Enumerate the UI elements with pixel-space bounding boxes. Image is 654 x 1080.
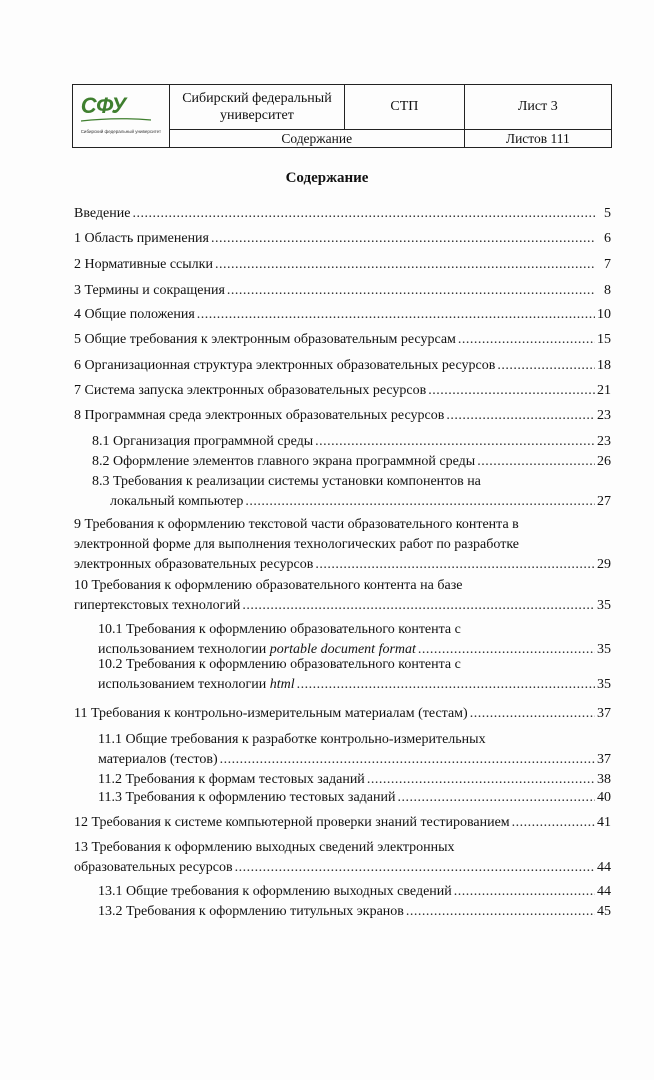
toc-page-number: 27 <box>597 494 611 509</box>
toc-entry-title-line1: 11.1 Общие требования к разработке контрольно-измерительных <box>98 732 486 747</box>
logo-cell <box>73 85 170 148</box>
toc-leader <box>512 813 595 833</box>
university-name <box>169 85 344 130</box>
toc-page-number: 35 <box>597 598 611 613</box>
toc-entry-title: 2 Нормативные ссылки <box>74 257 213 272</box>
toc-entry-title: 6 Организационная структура электронных образовательных ресурсов <box>74 358 496 373</box>
toc-entry-13 <box>74 838 611 878</box>
sfu-logo-mark: СФУ <box>80 92 126 118</box>
toc-entry-title: 3 Термины и сокращения <box>74 283 225 298</box>
toc-entry-title-line1: 10.2 Требования к оформлению образовательного контента с <box>98 657 461 672</box>
toc-leader <box>245 492 595 512</box>
toc-entry-title-line1: 10 Требования к оформлению образовательного контента на базе <box>74 578 463 593</box>
toc-entry-8 <box>74 406 611 426</box>
toc-leader <box>477 452 595 472</box>
toc-entry-2 <box>74 255 611 275</box>
toc-page-number: 35 <box>597 677 611 692</box>
toc-leader <box>211 229 595 249</box>
document-header-table <box>72 84 612 148</box>
toc-page-number: 23 <box>597 408 611 423</box>
toc-page-number: 35 <box>597 642 611 657</box>
toc-entry-7 <box>74 381 611 401</box>
toc-page-number: 41 <box>597 815 611 830</box>
toc-leader <box>197 305 595 325</box>
toc-leader <box>397 788 595 808</box>
toc-entry-title: 7 Система запуска электронных образовательных ресурсов <box>74 383 427 398</box>
toc-entry-title: 12 Требования к системе компьютерной проверки знаний тестированием <box>74 815 510 830</box>
toc-leader <box>458 330 595 350</box>
toc-leader <box>446 406 595 426</box>
toc-page-number: 10 <box>597 307 611 322</box>
sfu-logo-caption: Сибирский федеральный университет <box>80 128 162 134</box>
toc-entry-title-line2: материалов (тестов) <box>98 752 218 767</box>
toc-entry-title: 8.1 Организация программной среды <box>92 434 314 449</box>
toc-page-number: 29 <box>597 557 611 572</box>
toc-entry-title: 11.3 Требования к оформлению тестовых заданий <box>98 790 396 805</box>
toc-entry-title-line3: электронных образовательных ресурсов <box>74 557 314 572</box>
toc-page-number: 37 <box>597 752 611 767</box>
toc-entry-10-2 <box>98 655 611 695</box>
toc-leader <box>132 204 595 224</box>
toc-entry-title-line2: электронной форме для выполнения технологических работ по разработке <box>74 537 519 552</box>
toc-page-number: 15 <box>597 332 611 347</box>
toc-page-number: 37 <box>597 706 611 721</box>
section-name: Содержание <box>169 130 464 148</box>
toc-entry-10-1 <box>98 620 611 660</box>
toc-page-number: 26 <box>597 454 611 469</box>
toc-entry-title-line1: 10.1 Требования к оформлению образовательного контента с <box>98 622 461 637</box>
toc-entry-title: 5 Общие требования к электронным образовательным ресурсам <box>74 332 456 347</box>
toc-entry-11-3 <box>98 788 611 808</box>
toc-page-number: 45 <box>597 904 611 919</box>
toc-entry-11-1 <box>98 730 611 770</box>
toc-entry-title-line2: образовательных ресурсов <box>74 860 233 875</box>
toc-entry-title: 1 Область применения <box>74 231 209 246</box>
logo-swoosh-icon <box>81 118 151 122</box>
toc-leader <box>215 255 595 275</box>
toc-entry-title: 8.2 Оформление элементов главного экрана программной среды <box>92 454 476 469</box>
toc-italic-term: html <box>269 677 295 692</box>
toc-entry-3 <box>74 281 611 301</box>
toc-leader <box>470 704 595 724</box>
toc-entry-title: 13.1 Общие требования к оформлению выходных сведений <box>98 884 452 899</box>
toc-leader <box>406 902 595 922</box>
toc-page-number: 23 <box>597 434 611 449</box>
toc-entry-title: 11 Требования к контрольно-измерительным материалам (тестам) <box>74 706 468 721</box>
toc-leader <box>297 675 595 695</box>
toc-leader <box>497 356 595 376</box>
university-line1: Сибирский федеральный <box>182 91 332 106</box>
toc-entry-title-line1: 9 Требования к оформлению текстовой части образовательного контента в <box>74 517 519 532</box>
toc-leader <box>220 750 595 770</box>
toc-entry-11-2 <box>98 770 611 790</box>
toc-entry-1 <box>74 229 611 249</box>
toc-leader <box>235 858 595 878</box>
toc-italic-term: portable document format <box>269 642 416 657</box>
toc-page-number: 5 <box>604 206 611 221</box>
toc-page-number: 6 <box>604 231 611 246</box>
toc-entry-5 <box>74 330 611 350</box>
toc-page-number: 44 <box>597 884 611 899</box>
toc-entry-13-1 <box>98 882 611 902</box>
university-line2: университет <box>220 108 294 123</box>
toc-entry-11 <box>74 704 611 724</box>
toc-leader <box>454 882 595 902</box>
toc-entry-4 <box>74 305 611 325</box>
toc-page-number: 18 <box>597 358 611 373</box>
toc-entry-title-line2: использованием технологии portable document format <box>98 642 416 657</box>
toc-leader <box>315 555 595 575</box>
toc-entry-title-line1: 8.3 Требования к реализации системы установки компонентов на <box>92 474 481 489</box>
toc-entry-title: 13.2 Требования к оформлению титульных экранов <box>98 904 404 919</box>
toc-page-number: 8 <box>604 283 611 298</box>
toc-page-number: 44 <box>597 860 611 875</box>
toc-leader <box>227 281 595 301</box>
toc-entry-title-line2: использованием технологии html <box>98 677 295 692</box>
toc-page-number: 38 <box>597 772 611 787</box>
sfu-logo <box>80 92 162 138</box>
toc-entry-12 <box>74 813 611 833</box>
toc-entry-title: 11.2 Требования к формам тестовых заданий <box>98 772 365 787</box>
doc-code: СТП <box>345 85 465 130</box>
toc-entry-10 <box>74 576 611 616</box>
toc-entry-title-line1: 13 Требования к оформлению выходных сведений электронных <box>74 840 455 855</box>
toc-entry-title: Введение <box>74 206 131 221</box>
toc-entry-title-line2: локальный компьютер <box>110 494 244 509</box>
toc-entry-13-2 <box>98 902 611 922</box>
toc-entry-introduction <box>74 204 611 224</box>
toc-entry-title: 8 Программная среда электронных образовательных ресурсов <box>74 408 445 423</box>
toc-entry-title: 4 Общие положения <box>74 307 195 322</box>
toc-leader <box>242 596 595 616</box>
toc-entry-8-3 <box>92 472 611 512</box>
toc-leader <box>428 381 595 401</box>
toc-entry-8-2 <box>92 452 611 472</box>
toc-entry-6 <box>74 356 611 376</box>
toc-leader <box>315 432 595 452</box>
toc-entry-8-1 <box>92 432 611 452</box>
toc-page-number: 40 <box>597 790 611 805</box>
sheet-number: Лист 3 <box>464 85 611 130</box>
page-title: Содержание <box>285 170 369 186</box>
toc-page-number: 21 <box>597 383 611 398</box>
toc-entry-9 <box>74 515 611 575</box>
toc-leader <box>367 770 595 790</box>
toc-page-number: 7 <box>604 257 611 272</box>
toc-entry-title-line2: гипертекстовых технологий <box>74 598 241 613</box>
sheets-total: Листов 111 <box>464 130 611 148</box>
